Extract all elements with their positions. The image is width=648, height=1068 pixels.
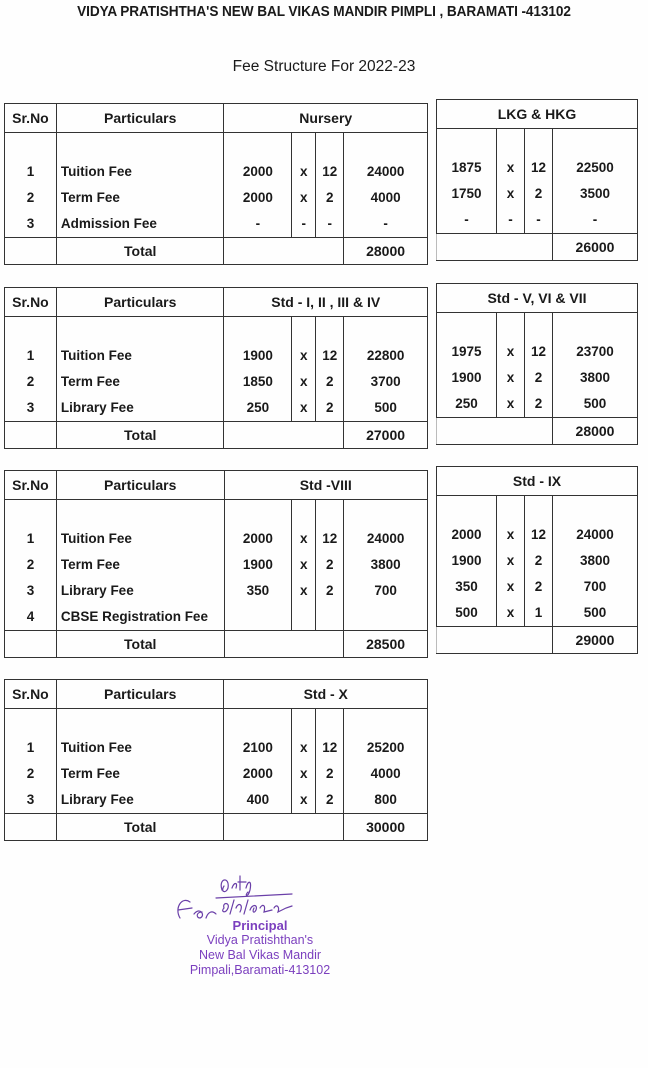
times-sign: x	[300, 792, 308, 807]
stamp-line-1: Vidya Pratishthan's	[206, 933, 314, 947]
rate-value: 350	[455, 579, 478, 594]
amount-value: -	[592, 212, 598, 227]
srno-header: Sr.No	[5, 104, 57, 133]
times-sign: x	[300, 531, 308, 546]
multiplier: 2	[325, 583, 334, 598]
rate-value: -	[464, 212, 469, 227]
rate-value: 1750	[451, 186, 482, 201]
srno-header: Sr.No	[5, 288, 57, 317]
particular-label: CBSE Registration Fee	[60, 609, 208, 624]
amount-value: 3500	[579, 186, 611, 201]
class-title: Std - I, II , III & IV	[224, 288, 428, 317]
school-name: VIDYA PRATISHTHA'S NEW BAL VIKAS MANDIR PIMPLI , BARAMATI -413102	[77, 4, 571, 20]
rate-value: 400	[246, 792, 270, 807]
amount-value: 3800	[579, 370, 611, 385]
multiplier	[316, 604, 343, 630]
amount-value: 500	[374, 400, 397, 415]
sr-no: 1	[26, 740, 35, 755]
total-value: 28000	[553, 418, 638, 445]
particular-label: Term Fee	[60, 766, 120, 781]
class-title: Std - IX	[437, 467, 638, 496]
fee-table-0-left	[4, 103, 428, 265]
multiplier: 2	[534, 370, 543, 385]
rate-value: 1900	[451, 553, 482, 568]
sr-no: 3	[26, 583, 35, 598]
times-sign: x	[300, 348, 308, 363]
srno-header: Sr.No	[5, 471, 57, 500]
multiplier: 12	[322, 164, 338, 179]
multiplier: 12	[322, 348, 338, 363]
total-label: Total	[56, 631, 224, 658]
times-sign: x	[300, 740, 308, 755]
amount-value: 500	[583, 605, 607, 620]
times-sign: -	[301, 216, 307, 231]
fee-table-2-right	[436, 466, 638, 654]
amount-value: -	[383, 216, 388, 231]
particulars-header: Particulars	[56, 471, 224, 500]
sr-no: 3	[26, 400, 35, 415]
multiplier: 12	[530, 527, 547, 542]
multiplier: 2	[325, 190, 334, 205]
rate-value: 1975	[451, 344, 482, 359]
times-sign: x	[506, 553, 515, 568]
particular-label: Admission Fee	[60, 216, 157, 231]
rate-value: 1900	[242, 348, 273, 363]
times-sign: x	[506, 370, 515, 385]
times-sign: -	[508, 212, 513, 227]
multiplier: 2	[534, 396, 543, 411]
multiplier: 2	[325, 766, 334, 781]
times-sign: x	[506, 527, 515, 542]
particulars-header: Particulars	[56, 288, 224, 317]
total-value: 28500	[344, 631, 428, 658]
multiplier: 12	[322, 531, 338, 546]
sr-no: 4	[26, 609, 35, 624]
multiplier: 1	[534, 605, 543, 620]
rate-value: 1900	[242, 557, 273, 572]
sr-no: 1	[26, 531, 35, 546]
multiplier: 2	[534, 553, 543, 568]
particulars-header: Particulars	[56, 104, 224, 133]
times-sign: x	[506, 605, 515, 620]
rate-value	[225, 604, 292, 630]
class-title: Std - X	[224, 680, 428, 709]
fee-table-1-right	[436, 283, 638, 445]
rate-value: -	[255, 216, 261, 231]
rate-value: 2000	[242, 190, 273, 205]
multiplier: 2	[325, 400, 334, 415]
particular-label: Term Fee	[60, 557, 120, 572]
rate-value: 1900	[451, 370, 482, 385]
total-value: 28000	[344, 238, 428, 265]
amount-value	[344, 604, 427, 630]
multiplier: -	[536, 212, 541, 227]
times-sign: x	[300, 583, 308, 598]
amount-value: 25200	[366, 740, 405, 755]
rate-value: 2000	[242, 766, 273, 781]
total-label: Total	[56, 422, 224, 449]
stamp-line-2: New Bal Vikas Mandir	[198, 948, 322, 962]
class-title: Nursery	[224, 104, 428, 133]
sr-no: 1	[26, 164, 35, 179]
particular-label: Library Fee	[60, 792, 134, 807]
sr-no: 2	[26, 766, 35, 781]
particular-label: Library Fee	[60, 583, 134, 598]
amount-value: 700	[583, 579, 607, 594]
multiplier: -	[327, 216, 332, 231]
fee-table-0-right	[436, 99, 638, 261]
particular-label: Tuition Fee	[60, 348, 132, 363]
class-title: Std - V, VI & VII	[437, 284, 638, 313]
sr-no: 3	[26, 216, 35, 231]
amount-value: 23700	[576, 344, 614, 359]
multiplier: 2	[325, 557, 334, 572]
srno-header: Sr.No	[5, 680, 57, 709]
times-sign: x	[300, 400, 308, 415]
sr-no: 2	[26, 557, 35, 572]
rate-value: 1850	[242, 374, 273, 389]
total-label: Total	[56, 814, 224, 841]
total-value: 26000	[553, 234, 638, 261]
times-sign: x	[300, 766, 308, 781]
class-title: Std -VIII	[224, 471, 428, 500]
times-sign: x	[300, 374, 308, 389]
particular-label: Term Fee	[60, 374, 120, 389]
rate-value: 250	[246, 400, 270, 415]
times-sign: x	[300, 557, 308, 572]
particulars-header: Particulars	[56, 680, 224, 709]
particular-label: Tuition Fee	[60, 164, 132, 179]
fee-table-2-left	[4, 470, 428, 658]
amount-value: 24000	[576, 527, 614, 542]
multiplier: 12	[530, 160, 547, 175]
amount-value: 4000	[370, 766, 401, 781]
times-sign: x	[506, 344, 515, 359]
particular-label: Tuition Fee	[60, 740, 132, 755]
page-title: Fee Structure For 2022-23	[232, 58, 416, 75]
amount-value: 4000	[370, 190, 401, 205]
sr-no: 3	[26, 792, 35, 807]
multiplier: 2	[534, 186, 543, 201]
amount-value: 22500	[576, 160, 614, 175]
stamp-role: Principal	[232, 918, 288, 933]
particular-label: Term Fee	[60, 190, 120, 205]
sr-no: 1	[26, 348, 35, 363]
times-sign	[292, 604, 315, 630]
times-sign: x	[506, 579, 515, 594]
multiplier: 2	[325, 792, 334, 807]
class-title: LKG & HKG	[437, 100, 638, 129]
amount-value: 24000	[366, 164, 405, 179]
particular-label: Tuition Fee	[60, 531, 132, 546]
rate-value: 1875	[451, 160, 482, 175]
sr-no: 2	[26, 374, 35, 389]
times-sign: x	[300, 164, 308, 179]
total-value: 29000	[553, 627, 638, 654]
times-sign: x	[506, 186, 515, 201]
amount-value: 3800	[370, 557, 401, 572]
rate-value: 2100	[242, 740, 273, 755]
fee-table-1-left	[4, 287, 428, 449]
amount-value: 3700	[370, 374, 401, 389]
total-value: 30000	[344, 814, 428, 841]
rate-value: 500	[455, 605, 478, 620]
particular-label: Library Fee	[60, 400, 134, 415]
multiplier: 12	[530, 344, 547, 359]
amount-value: 3800	[579, 553, 611, 568]
rate-value: 2000	[242, 531, 273, 546]
amount-value: 800	[374, 792, 397, 807]
rate-value: 250	[455, 396, 478, 411]
amount-value: 700	[374, 583, 397, 598]
multiplier: 2	[534, 579, 543, 594]
times-sign: x	[506, 160, 515, 175]
amount-value: 500	[583, 396, 607, 411]
times-sign: x	[506, 396, 515, 411]
stamp-line-3: Pimpali,Baramati-413102	[189, 963, 331, 977]
multiplier: 12	[322, 740, 338, 755]
amount-value: 22800	[366, 348, 405, 363]
amount-value: 24000	[366, 531, 405, 546]
fee-table-3-left	[4, 679, 428, 841]
multiplier: 2	[325, 374, 334, 389]
rate-value: 2000	[242, 164, 273, 179]
total-value: 27000	[344, 422, 428, 449]
total-label: Total	[56, 238, 224, 265]
rate-value: 350	[246, 583, 270, 598]
sr-no: 2	[26, 190, 35, 205]
rate-value: 2000	[451, 527, 482, 542]
principal-stamp	[160, 870, 360, 978]
times-sign: x	[300, 190, 308, 205]
